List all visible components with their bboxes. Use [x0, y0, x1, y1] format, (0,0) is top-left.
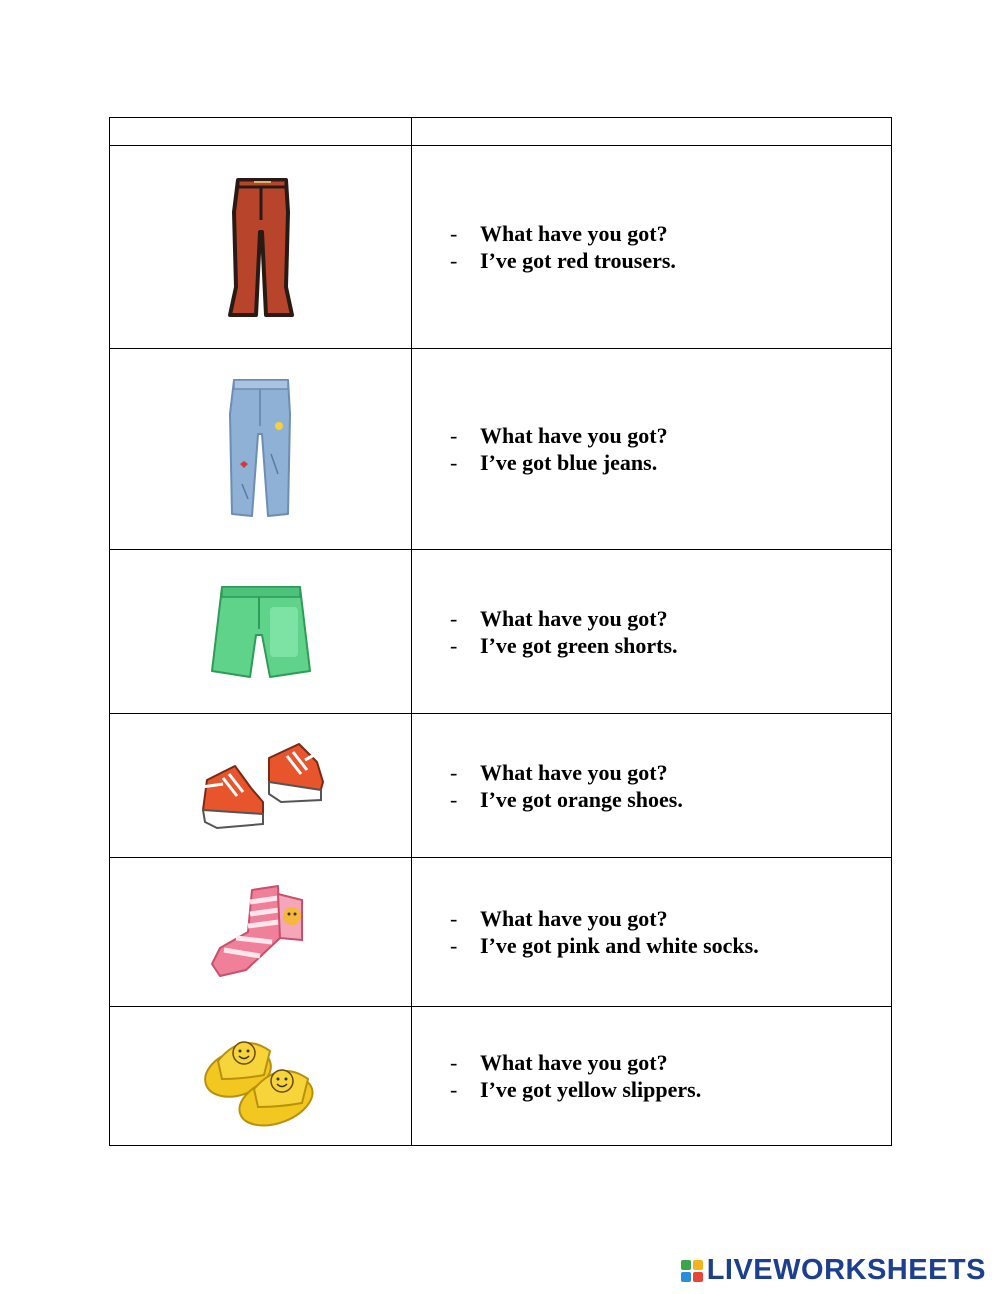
- dialog-cell: [412, 858, 892, 1007]
- dash: -: [450, 933, 458, 958]
- answer-text: I’ve got orange shoes.: [480, 786, 683, 812]
- shoes-icon: [193, 738, 329, 834]
- question-text: What have you got?: [480, 906, 668, 931]
- image-cell: [110, 714, 412, 858]
- dash: -: [450, 759, 458, 785]
- answer-text: I’ve got pink and white socks.: [480, 933, 759, 958]
- image-cell: [110, 1007, 412, 1146]
- dash: -: [450, 605, 458, 631]
- answer-text: I’ve got red trousers.: [480, 248, 676, 273]
- dash: -: [450, 450, 458, 475]
- dash: -: [450, 786, 458, 812]
- answer-text: I’ve got blue jeans.: [480, 450, 658, 475]
- dialog-cell: [412, 349, 892, 550]
- table-row: [110, 349, 892, 550]
- dash: -: [450, 221, 458, 246]
- image-cell: [110, 146, 412, 349]
- question-text: What have you got?: [480, 759, 668, 785]
- question-text: What have you got?: [480, 423, 668, 448]
- question-text: What have you got?: [480, 221, 668, 246]
- liveworksheets-logo-icon: [681, 1260, 703, 1282]
- dialog-cell: [412, 146, 892, 349]
- table-row: [110, 1007, 892, 1146]
- table-row: [110, 714, 892, 858]
- header-cell-2: [412, 118, 892, 146]
- image-cell: [110, 349, 412, 550]
- question-text: What have you got?: [480, 1050, 668, 1075]
- shorts-icon: [206, 579, 316, 685]
- logo-text: LIVEWORKSHEETS: [706, 1254, 986, 1286]
- dialog-cell: [412, 1007, 892, 1146]
- answer-text: I’ve got green shorts.: [480, 632, 678, 658]
- image-cell: [110, 550, 412, 714]
- liveworksheets-logo[interactable]: [681, 1254, 986, 1287]
- dash: -: [450, 423, 458, 448]
- dialog-cell: [412, 550, 892, 714]
- dash: -: [450, 1050, 458, 1075]
- answer-text: I’ve got yellow slippers.: [480, 1077, 702, 1102]
- dialog-cell: [412, 714, 892, 858]
- jeans-icon: [216, 374, 306, 524]
- image-cell: [110, 858, 412, 1007]
- trousers-icon: [216, 172, 306, 322]
- table-row: [110, 146, 892, 349]
- question-text: What have you got?: [480, 605, 668, 631]
- socks-icon: [206, 882, 316, 982]
- header-cell-1: [110, 118, 412, 146]
- dash: -: [450, 632, 458, 658]
- dash: -: [450, 906, 458, 931]
- table-row: [110, 550, 892, 714]
- table-row: [110, 858, 892, 1007]
- dash: -: [450, 1077, 458, 1102]
- worksheet-table: [109, 117, 892, 1146]
- dash: -: [450, 248, 458, 273]
- header-row: [110, 118, 892, 146]
- slippers-icon: [198, 1023, 324, 1129]
